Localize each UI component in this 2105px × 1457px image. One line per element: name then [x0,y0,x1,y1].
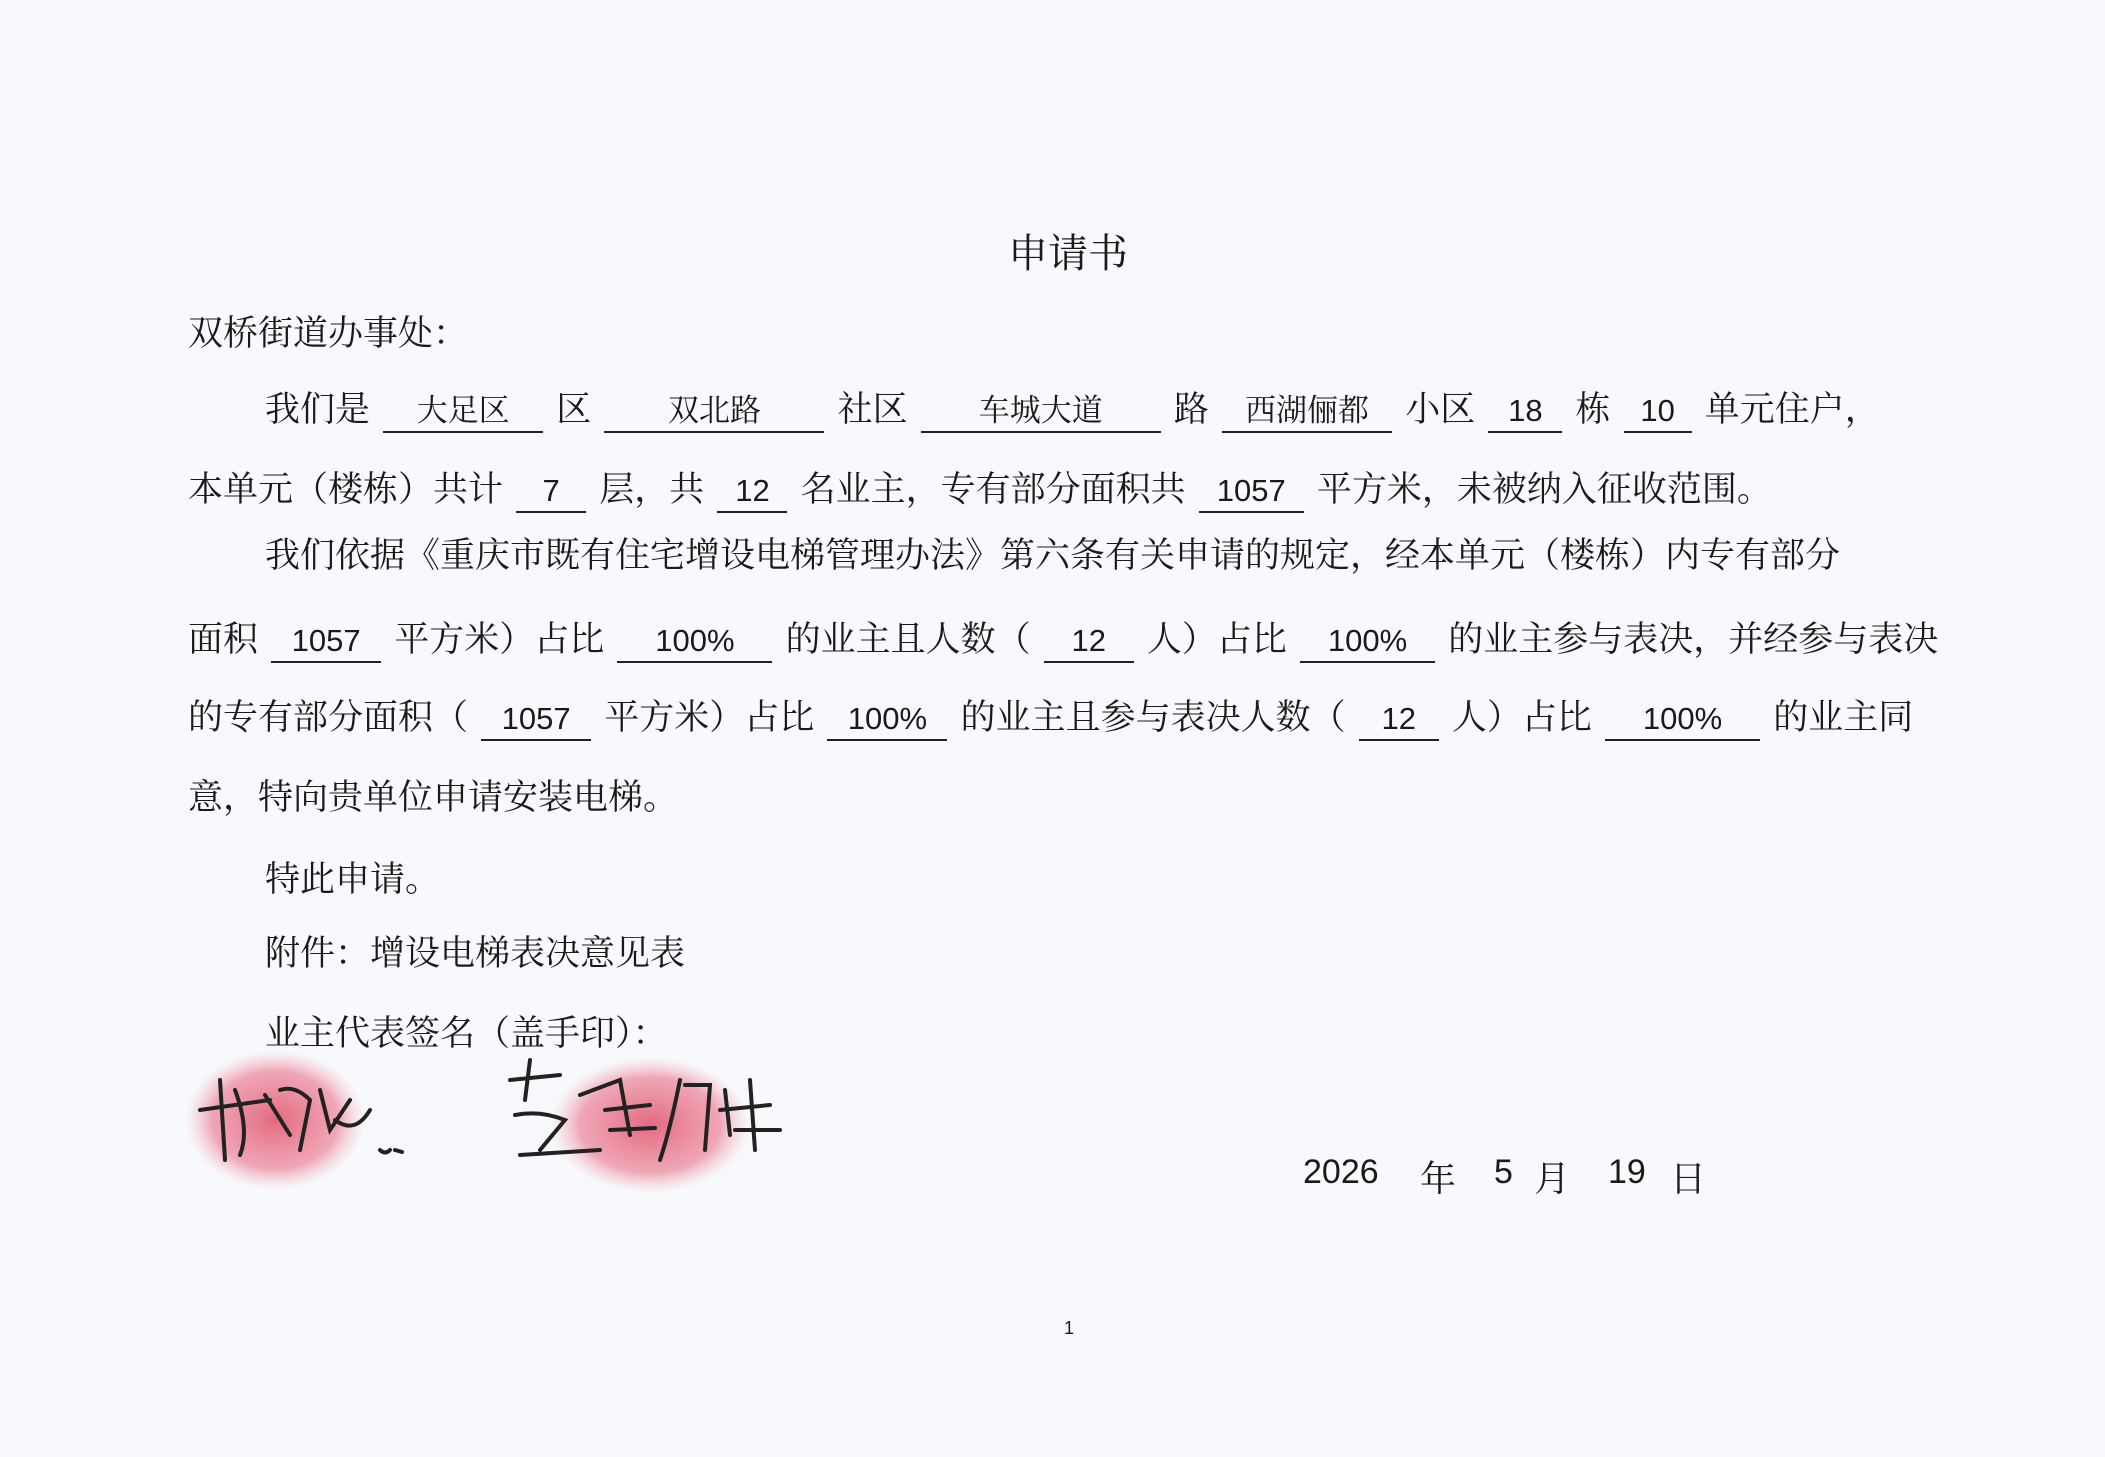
field-community: 双北路 [604,391,824,433]
field-area: 1057 [1199,471,1304,513]
field-road: 车城大道 [921,391,1161,433]
p2-line2: 面积 1057 平方米）占比 100% 的业主且人数（ 12 人）占比 100% 的业主参与表决，并经参与表决 [188,616,1938,664]
signatures-with-fingerprints [180,1040,820,1200]
p2-line3: 的专有部分面积（ 1057 平方米）占比 100% 的业主且参与表决人数（ 12 人）占比 100% 的业主同 [188,694,1913,742]
fingerprint-2 [550,1057,750,1193]
field-district: 大足区 [383,391,543,433]
date-day: 19 [1608,1153,1646,1191]
page-number: 1 [1064,1318,1075,1338]
field-estate: 西湖俪都 [1222,391,1392,433]
document-title: 申请书 [1008,231,1128,277]
field-people2: 12 [1359,699,1439,741]
field-area2: 1057 [481,699,591,741]
signature-label: 业主代表签名（盖手印）： [265,1014,668,1054]
field-owners: 12 [717,471,787,513]
date-day-char: 日 [1670,1159,1707,1200]
closing: 特此申请。 [265,860,441,900]
p2-line1: 我们依据《重庆市既有住宅增设电梯管理办法》第六条有关申请的规定，经本单元（楼栋）内专有部分 [265,536,1841,576]
field-pct3: 100% [827,699,947,741]
field-pct4: 100% [1605,699,1760,741]
salutation: 双桥街道办事处： [188,314,469,354]
field-floors: 7 [516,471,586,513]
field-pct1: 100% [617,621,772,663]
field-area1: 1057 [271,621,381,663]
date-month: 5 [1494,1153,1513,1191]
field-people1: 12 [1044,621,1134,663]
p1-line2: 本单元（楼栋）共计 7 层，共 12 名业主，专有部分面积共 1057 平方米，未被纳入征收范围。 [188,466,1772,514]
p1-line1: 我们是 大足区 区 双北路 社区 车城大道 路 西湖俪都 小区 18 栋 10 单元住户， [265,386,1880,434]
p2-line4: 意，特向贵单位申请安装电梯。 [188,778,679,818]
field-building: 18 [1488,391,1562,433]
date-year-char: 年 [1420,1159,1457,1200]
attachment: 附件：增设电梯表决意见表 [265,934,686,974]
date-month-char: 月 [1534,1159,1571,1200]
field-pct2: 100% [1300,621,1435,663]
date-year: 2026 [1303,1153,1379,1191]
field-unit: 10 [1624,391,1692,433]
